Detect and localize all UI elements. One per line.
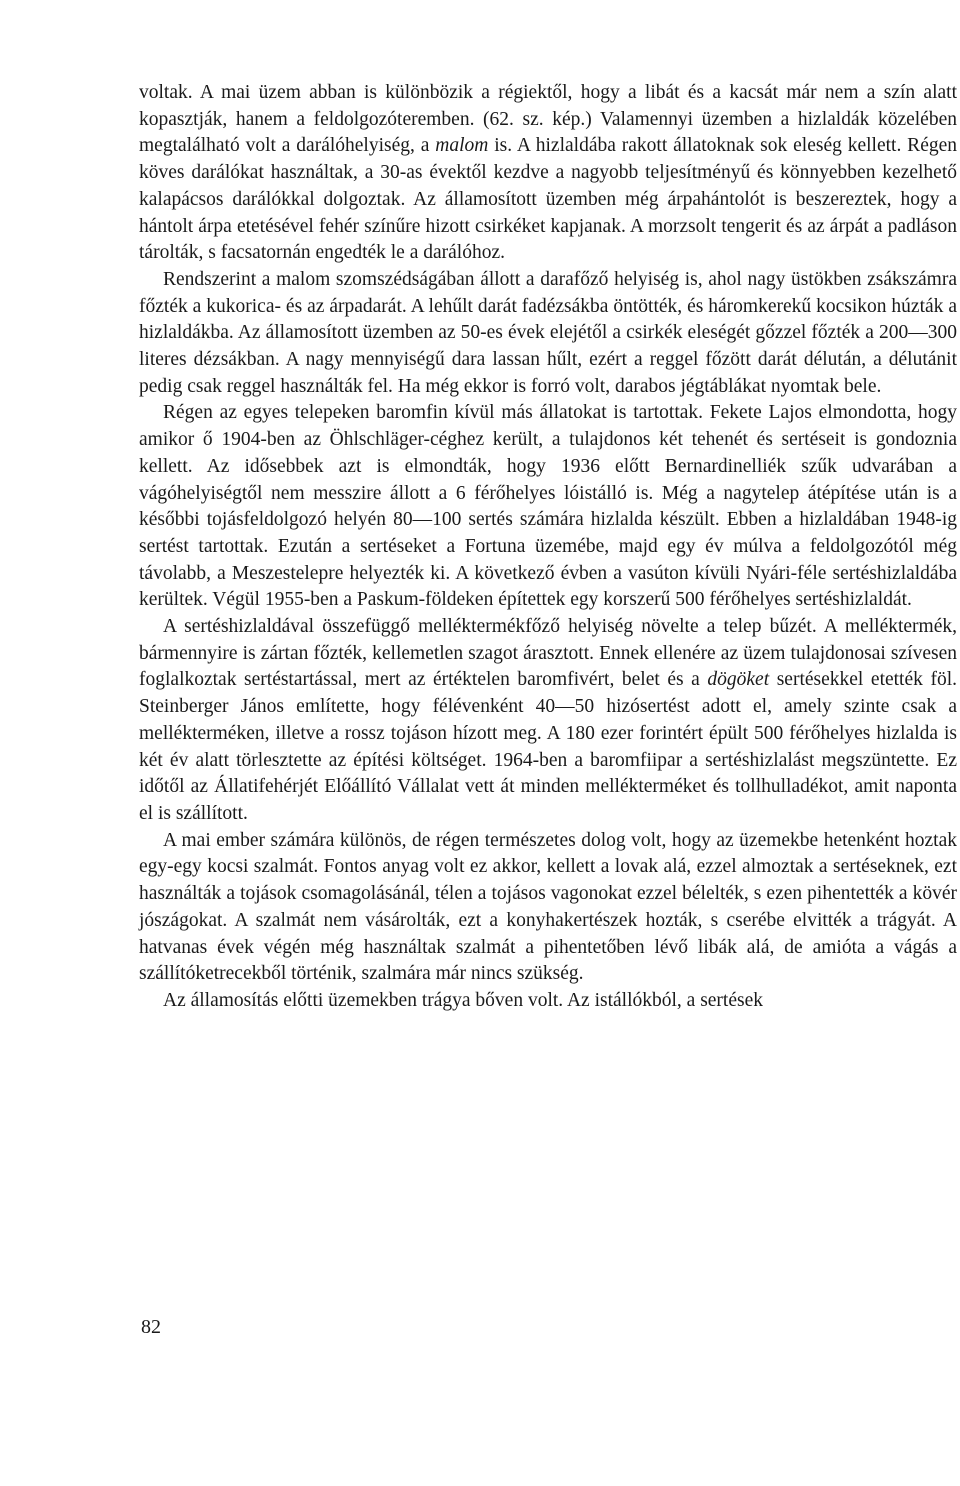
paragraph (139, 400, 957, 614)
paragraph (139, 828, 957, 988)
page-number: 82 (141, 1316, 161, 1338)
text-run: Régen az egyes telepeken baromfin kívül más állatokat is tartottak. Fekete Lajos elmondotta, hogy amikor ő 1904-ben az Öhlschläger-céghez került, a tulajdonos két tehenét és sertéseit is gondoznia kellett. Az idősebbek azt is elmondták, hogy 1936 előtt Bernardinelliék szűk udvarában a vágóhelyiségtől nem messzire állott a 6 férőhelyes lóistálló is. Még a nagytelep átépítése után is a későbbi tojásfeldolgozó helyén 80—100 sertés számára hizlalda készült. Ebben a hizlaldában 1948-ig sertést tartottak. Ezután a sertéseket a Fortuna üzemébe, majd egy év múlva a feldolgozótól még távolabb, a Meszestelepre helyezték ki. A következő évben a vasúton kívüli Nyári-féle sertéshizlaldába kerültek. Végül 1955-ben a Paskum-földeken építettek egy korszerű 500 férőhelyes sertéshizlaldát. (139, 402, 957, 611)
italic-term: malom (435, 135, 489, 157)
text-run: A mai ember számára különös, de régen természetes dolog volt, hogy az üzemekbe hetenként hoztak egy-egy kocsi szalmát. Fontos anyag volt ez akkor, kellett a lovak alá, ezzel almoztak a sertéseknek, ezt használták a tojások csomagolásánál, télen a tojásos vagonokat ezzel bélelték, s ezen pihentették a kövér jószágokat. A szalmát nem vásárolták, ezt a konyhakertészek hozták, s cserébe elvitték a trágyát. A hatvanas évek végén még használtak szalmát a pihentetőben lévő libák alá, de amióta a vágás a szállítóketrecekből történik, szalmára már nincs szükség. (139, 829, 957, 985)
text-run: Rendszerint a malom szomszédságában állott a darafőző helyiség is, ahol nagy üstökben zsákszámra főzték a kukorica- és az árpadarát. A lehűlt darát fadézsákba öntötték, és háromkerekű kocsikon húzták a hizlaldákba. Az államosított üzemben az 50-es évek elejétől a csirkék eleségét gőzzel főzték a 200—300 literes dézsákban. A nagy mennyiségű dara lassan hűlt, ezért a reggel főzött darát délután, a délutánit pedig csak reggel használták fel. Ha még ekkor is forró volt, darabos jégtáblákat nyomtak bele. (139, 268, 957, 397)
paragraph (139, 988, 957, 1015)
text-run: voltak. A mai üzem abban is különbözik a régiektől, hogy a libát és a kacsát már nem a szín alatt kopasztják, hanem a feldolgozóteremben. (62. sz. kép.) Valamennyi üzemben a hizlaldák közelében megtalálható volt a darálóhelyiség, a (139, 82, 957, 157)
paragraph (139, 267, 957, 401)
text-run: is. A hizlaldába rakott állatoknak sok eleség kellett. Régen köves darálókat használtak, a 30-as évektől kezdve a nagyobb teljesítményű és könnyebben kezelhető kalapácsos darálókkal dolgoztak. Az államosított üzemben még árpahántolót is beszereztek, hogy a hántolt árpa etetésével fehér színűre hizott csirkéket kapjanak. A morzsolt tengerit és az árpát a padláson tárolták, s facsatornán engedték le a darálóhoz. (139, 135, 958, 264)
body-text (139, 80, 957, 1015)
text-run: Az államosítás előtti üzemekben trágya bőven volt. Az istállókból, a sertések (163, 989, 763, 1011)
text-run: A sertéshizlaldával összefüggő melléktermékfőző helyiség növelte a telep bűzét. A melléktermék, bármennyire is zártan főzték, kellemetlen szagot árasztott. Ennek ellenére az üzem tulajdonosai szívesen foglalkoztak sertéstartással, mert az értéktelen baromfivért, belet és a (139, 616, 957, 691)
paragraph (139, 80, 957, 267)
paragraph (139, 614, 957, 828)
italic-term: dögöket (707, 669, 770, 691)
text-run: sertésekkel etették föl. Steinberger János említette, hogy félévenként 40—50 hizósertést adott el, amely szinte csak a mellékterméken, illetve a rossz tojáson hízott meg. A 180 ezer forintért épült 500 férőhelyes hizlalda is két év alatt törlesztette az építési költséget. 1964-ben a baromfiipar a sertéshizlalást megszüntette. Ez időtől az Állatifehérjét Előállító Vállalat vett át minden mellékterméket és tollhulladékot, amit naponta el is szállított. (139, 669, 957, 824)
